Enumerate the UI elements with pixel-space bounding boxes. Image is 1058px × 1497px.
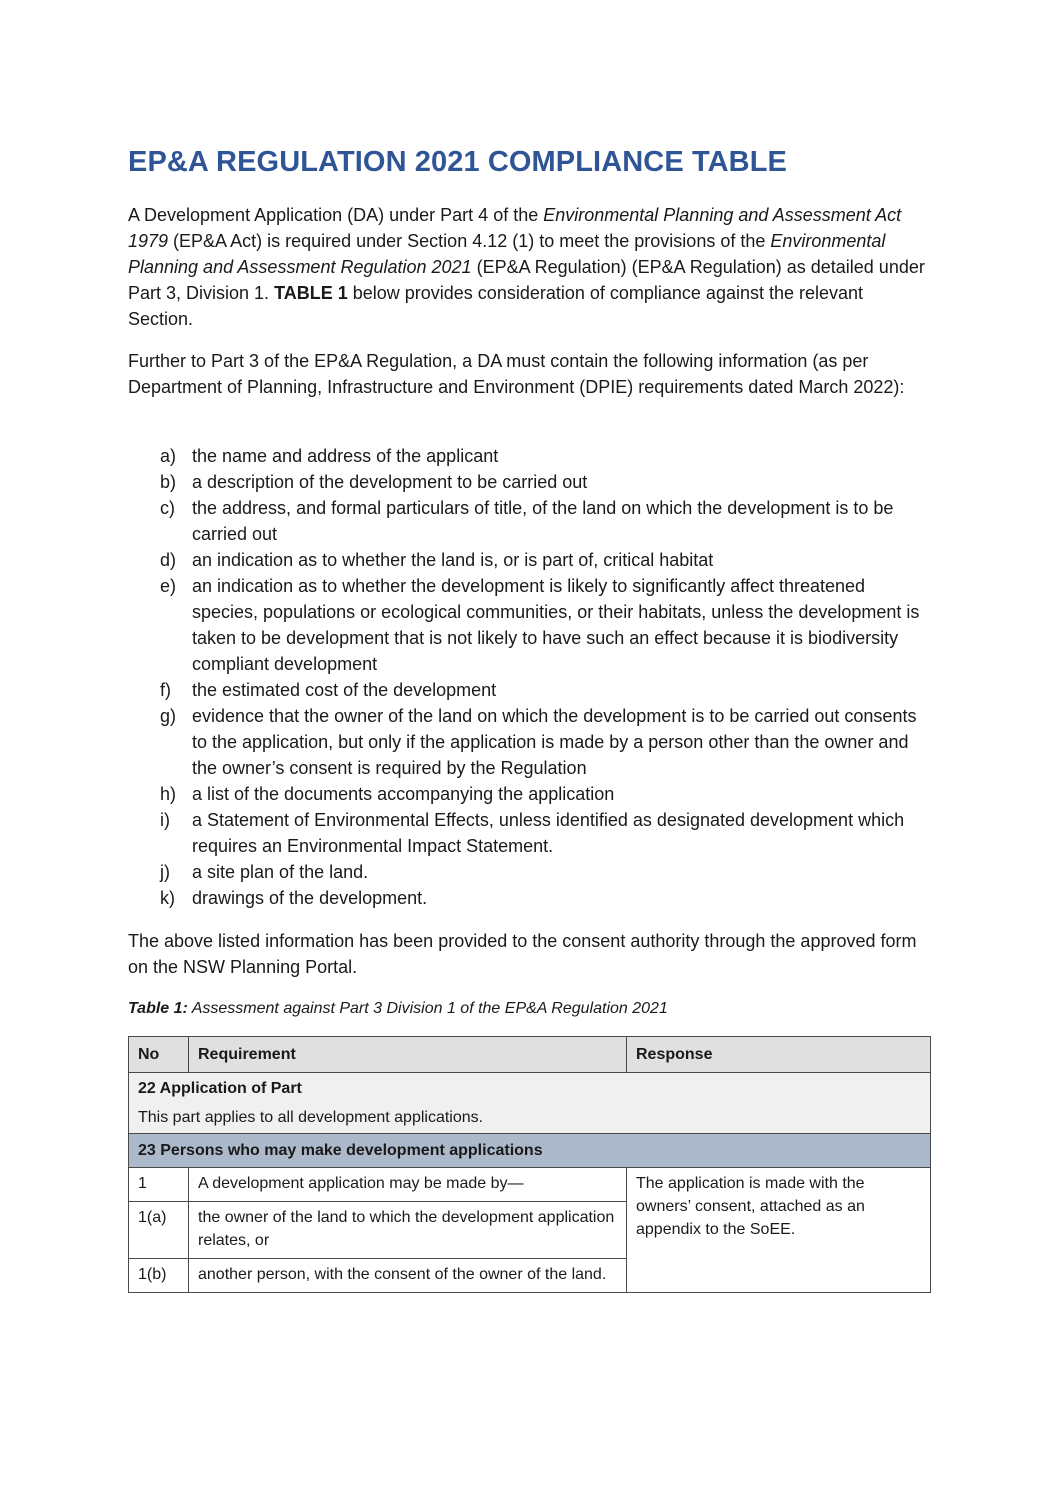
further-paragraph: Further to Part 3 of the EP&A Regulation, a DA must contain the following information (as per Department of Planning, Infrastructure and Environment (DPIE) requirements dated March 2022): bbox=[128, 351, 905, 397]
list-item-text: the estimated cost of the development bbox=[192, 680, 497, 700]
intro-text-2: (EP&A Act) is required under Section 4.12 (1) to meet the provisions of the bbox=[168, 231, 771, 251]
list-item bbox=[128, 495, 933, 547]
part-22-cell bbox=[129, 1073, 931, 1134]
header-no: No bbox=[129, 1037, 189, 1073]
list-item-text: a list of the documents accompanying the application bbox=[192, 784, 615, 804]
caption-label: Table 1: bbox=[128, 1000, 188, 1017]
list-item-text: the address, and formal particulars of title, of the land on which the development is to be carried out bbox=[192, 498, 894, 544]
part-22-row bbox=[129, 1073, 931, 1134]
section-23-row bbox=[129, 1134, 931, 1168]
list-item-text: a Statement of Environmental Effects, unless identified as designated development which requires an Environmental Impact Statement. bbox=[192, 810, 905, 856]
list-marker: b) bbox=[160, 472, 177, 492]
list-item-text: drawings of the development. bbox=[192, 888, 428, 908]
list-marker: f) bbox=[160, 680, 171, 700]
intro-table-ref: TABLE 1 bbox=[274, 283, 348, 303]
list-item-text: the name and address of the applicant bbox=[192, 446, 499, 466]
part-22-heading: 22 Application of Part bbox=[138, 1080, 302, 1097]
section-23-response: The application is made with the owners’ consent, attached as an appendix to the SoEE. bbox=[627, 1168, 931, 1293]
section-23-heading: 23 Persons who may make development applications bbox=[129, 1134, 931, 1168]
row-requirement: another person, with the consent of the owner of the land. bbox=[189, 1259, 627, 1293]
list-item bbox=[128, 573, 933, 677]
requirements-list bbox=[128, 443, 933, 911]
intro-text-4: below provides consideration of compliance against the relevant Section. bbox=[128, 283, 864, 329]
caption-text: Assessment against Part 3 Division 1 of the EP&A Regulation 2021 bbox=[187, 1000, 668, 1017]
part-22-text: This part applies to all development applications. bbox=[138, 1109, 484, 1126]
list-item-text: an indication as to whether the land is, or is part of, critical habitat bbox=[192, 550, 714, 570]
list-marker: k) bbox=[160, 888, 175, 908]
list-marker: e) bbox=[160, 576, 177, 596]
row-requirement: A development application may be made by— bbox=[189, 1168, 627, 1202]
intro-act-title: Environmental Planning and Assessment Act 1979 bbox=[128, 205, 902, 251]
list-marker: c) bbox=[160, 498, 175, 518]
row-no: 1(b) bbox=[129, 1259, 189, 1293]
table-caption bbox=[128, 998, 668, 1020]
list-marker: a) bbox=[160, 446, 177, 466]
table-row bbox=[129, 1168, 931, 1202]
list-marker: i) bbox=[160, 810, 170, 830]
list-marker: d) bbox=[160, 550, 177, 570]
list-item bbox=[128, 547, 933, 573]
header-response: Response bbox=[627, 1037, 931, 1073]
list-item-text: a site plan of the land. bbox=[192, 862, 369, 882]
intro-text-3: (EP&A Regulation) (EP&A Regulation) as detailed under Part 3, Division 1. bbox=[128, 257, 925, 303]
list-item bbox=[128, 885, 933, 911]
list-item-text: a description of the development to be carried out bbox=[192, 472, 588, 492]
row-no: 1(a) bbox=[129, 1202, 189, 1259]
closing-paragraph: The above listed information has been provided to the consent authority through the approved form on the NSW Planning Portal. bbox=[128, 931, 917, 977]
list-item bbox=[128, 859, 933, 885]
list-item-text: an indication as to whether the development is likely to significantly affect threatened species, populations or ecological communities, or their habitats, unless the development is taken to be development that is not likely to have such an effect because it is biodiversity compliant development bbox=[192, 576, 920, 674]
table-header-row bbox=[129, 1037, 931, 1073]
header-requirement: Requirement bbox=[189, 1037, 627, 1073]
list-item bbox=[128, 703, 933, 781]
intro-regulation-title: Environmental Planning and Assessment Regulation 2021 bbox=[128, 231, 886, 277]
intro-paragraph bbox=[128, 202, 933, 332]
list-marker: j) bbox=[160, 862, 170, 882]
list-item bbox=[128, 807, 933, 859]
list-item-text: evidence that the owner of the land on which the development is to be carried out consents to the application, but only if the application is made by a person other than the owner and the owner’s consent is required by the Regulation bbox=[192, 706, 917, 778]
row-no: 1 bbox=[129, 1168, 189, 1202]
page-title: EP&A REGULATION 2021 COMPLIANCE TABLE bbox=[128, 146, 787, 178]
list-marker: h) bbox=[160, 784, 177, 804]
intro-text-1: A Development Application (DA) under Part 4 of the bbox=[128, 205, 544, 225]
list-marker: g) bbox=[160, 706, 177, 726]
row-requirement: the owner of the land to which the development application relates, or bbox=[189, 1202, 627, 1259]
list-item bbox=[128, 781, 933, 807]
compliance-table bbox=[128, 1036, 931, 1293]
list-item bbox=[128, 677, 933, 703]
list-item bbox=[128, 443, 933, 469]
list-item bbox=[128, 469, 933, 495]
